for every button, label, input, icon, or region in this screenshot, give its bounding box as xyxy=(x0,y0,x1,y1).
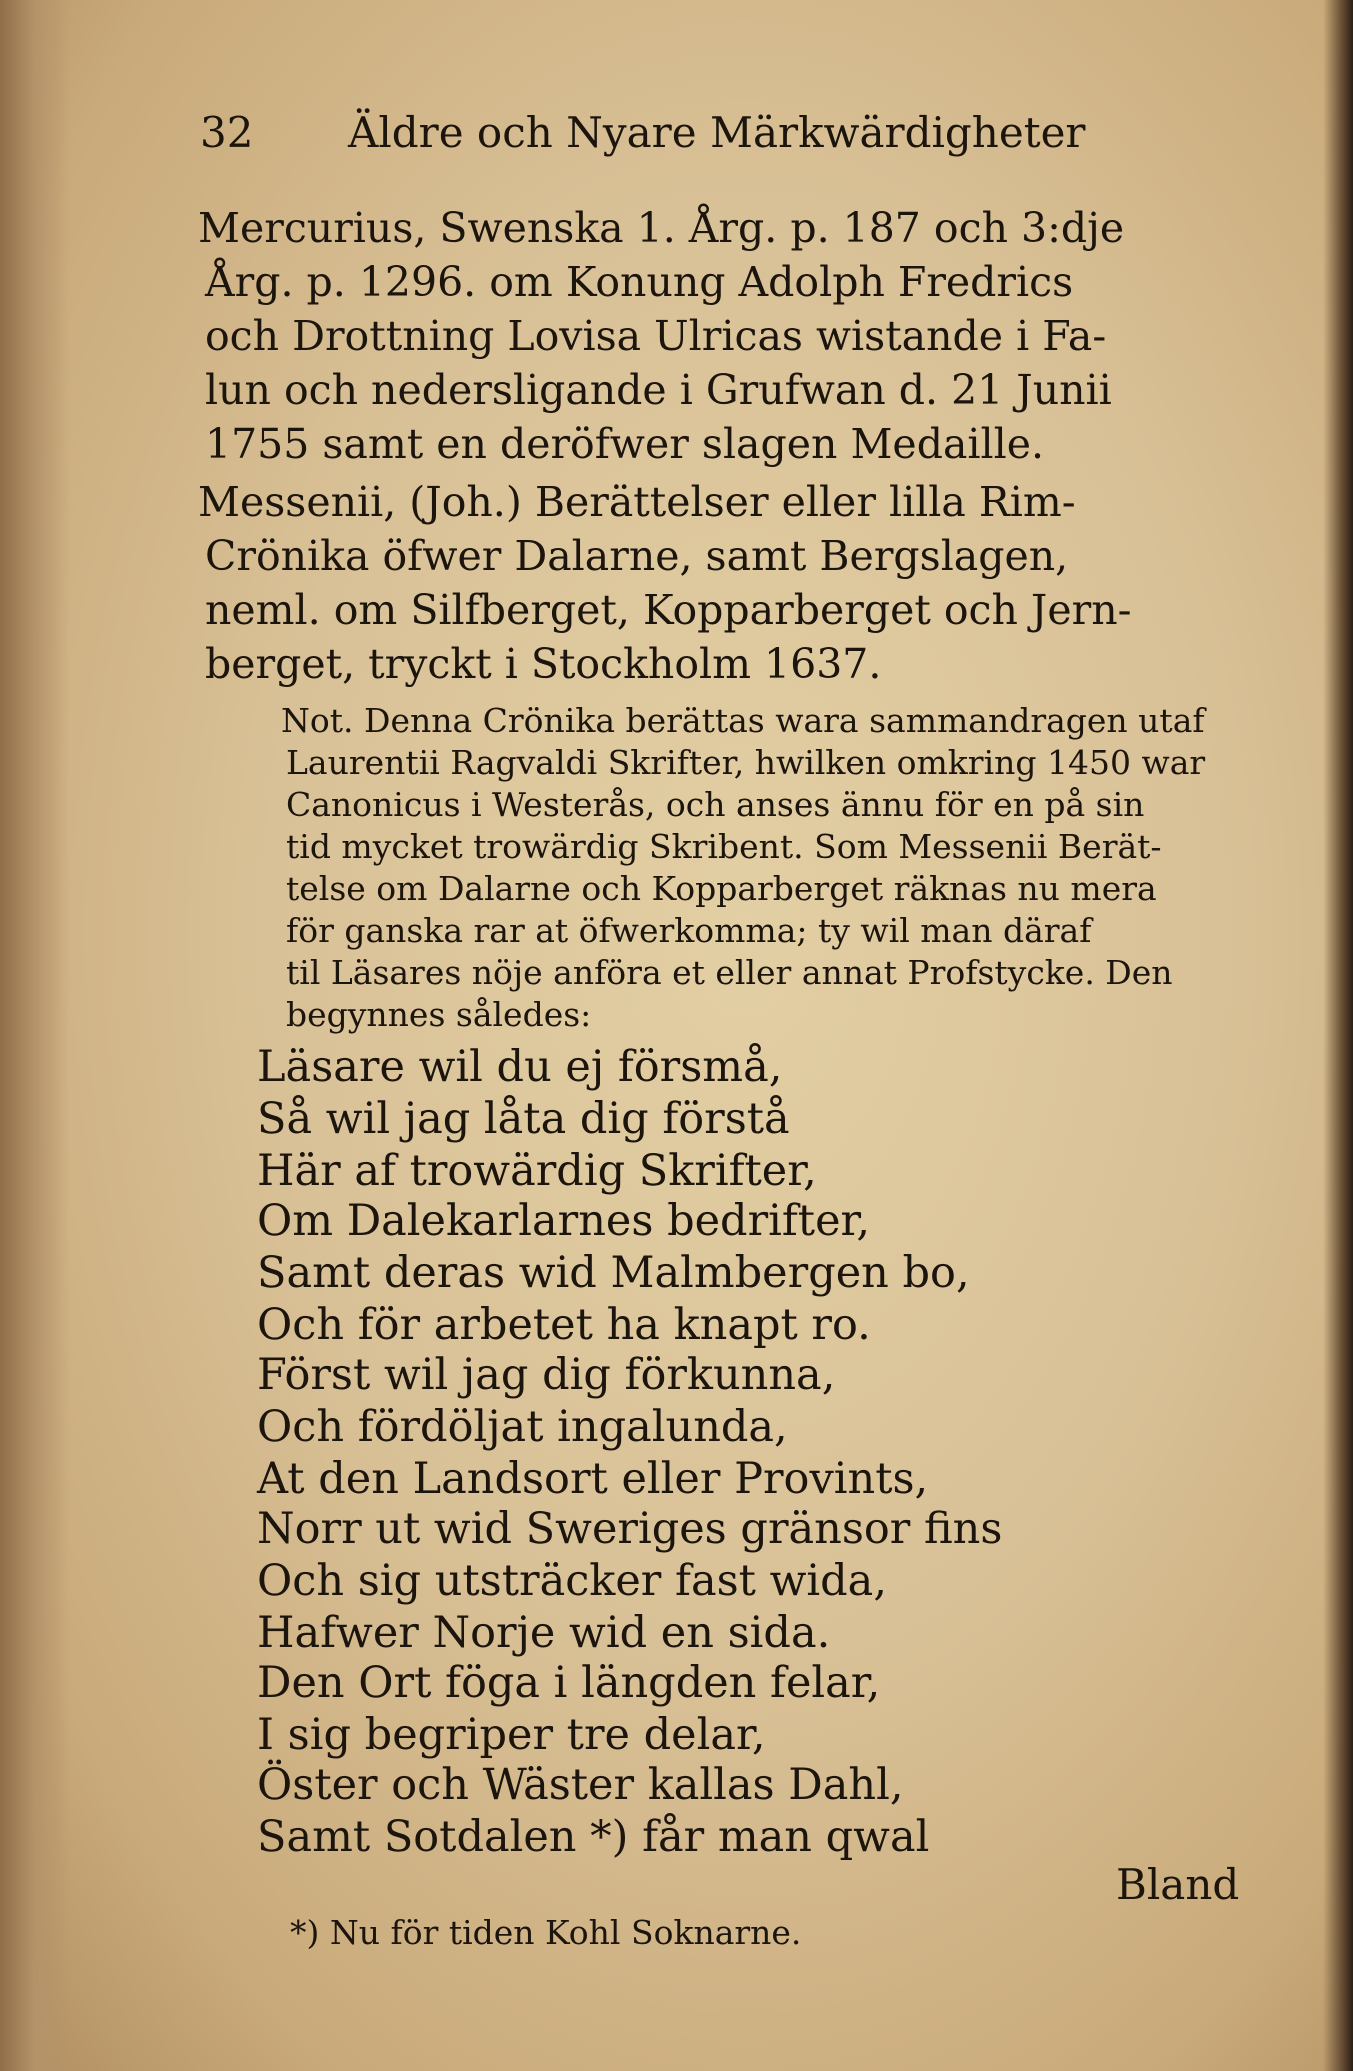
page-shadow-right xyxy=(1323,0,1353,2071)
entry-messenii-line-1: Messenii, (Joh.) Berättelser eller lilla Rim- xyxy=(198,478,1076,526)
verse-line-9: At den Landsort eller Provints, xyxy=(257,1454,929,1504)
verse-line-5: Samt deras wid Malmbergen bo, xyxy=(257,1248,970,1298)
verse-line-10: Norr ut wid Sweriges gränsor fins xyxy=(257,1504,1003,1554)
verse-line-15: Öster och Wäster kallas Dahl, xyxy=(257,1760,904,1810)
page-number: 32 xyxy=(200,108,254,157)
verse-line-12: Hafwer Norje wid en sida. xyxy=(257,1608,831,1658)
entry-mercurius-line-3: och Drottning Lovisa Ulricas wistande i Fa- xyxy=(205,312,1107,360)
entry-messenii-line-2: Crönika öfwer Dalarne, samt Bergslagen, xyxy=(205,532,1069,580)
verse-line-4: Om Dalekarlarnes bedrifter, xyxy=(257,1196,871,1246)
note-line-3: Canonicus i Westerås, och anses ännu för en på sin xyxy=(286,785,1145,824)
note-line-8: begynnes således: xyxy=(286,995,592,1034)
verse-line-3: Här af trowärdig Skrifter, xyxy=(257,1146,817,1196)
note-line-4: tid mycket trowärdig Skribent. Som Messenii Berät- xyxy=(286,827,1162,866)
verse-line-7: Först wil jag dig förkunna, xyxy=(257,1350,836,1400)
entry-mercurius-line-5: 1755 samt en deröfwer slagen Medaille. xyxy=(205,420,1045,468)
verse-line-13: Den Ort föga i längden felar, xyxy=(257,1658,881,1708)
catchword: Bland xyxy=(1116,1860,1240,1909)
entry-messenii-line-4: berget, tryckt i Stockholm 1637. xyxy=(205,640,882,688)
entry-mercurius-line-2: Årg. p. 1296. om Konung Adolph Fredrics xyxy=(205,258,1074,306)
note-line-6: för ganska rar at öfwerkomma; ty wil man däraf xyxy=(286,911,1092,950)
note-line-1: Not. Denna Crönika berättas wara sammandragen utaf xyxy=(281,701,1205,740)
verse-line-2: Så wil jag låta dig förstå xyxy=(257,1094,790,1144)
verse-line-14: I sig begriper tre delar, xyxy=(257,1710,766,1760)
note-line-7: til Läsares nöje anföra et eller annat Profstycke. Den xyxy=(286,953,1173,992)
page-shadow-left xyxy=(0,0,70,2071)
entry-messenii-line-3: neml. om Silfberget, Kopparberget och Jern- xyxy=(205,586,1132,634)
verse-line-11: Och sig utsträcker fast wida, xyxy=(257,1556,887,1606)
note-line-2: Laurentii Ragvaldi Skrifter, hwilken omkring 1450 war xyxy=(286,743,1206,782)
verse-line-6: Och för arbetet ha knapt ro. xyxy=(257,1300,871,1350)
verse-line-1: Läsare wil du ej försmå, xyxy=(257,1042,783,1092)
note-line-5: telse om Dalarne och Kopparberget räknas nu mera xyxy=(286,869,1157,908)
verse-line-8: Och fördöljat ingalunda, xyxy=(257,1402,788,1452)
entry-mercurius-line-4: lun och nedersligande i Grufwan d. 21 Junii xyxy=(205,366,1112,414)
verse-line-16: Samt Sotdalen *) får man qwal xyxy=(257,1812,930,1862)
entry-mercurius-line-1: Mercurius, Swenska 1. Årg. p. 187 och 3:dje xyxy=(198,204,1125,252)
running-title: Äldre och Nyare Märkwärdigheter xyxy=(348,108,1086,157)
footnote: *) Nu för tiden Kohl Soknarne. xyxy=(290,1913,802,1952)
